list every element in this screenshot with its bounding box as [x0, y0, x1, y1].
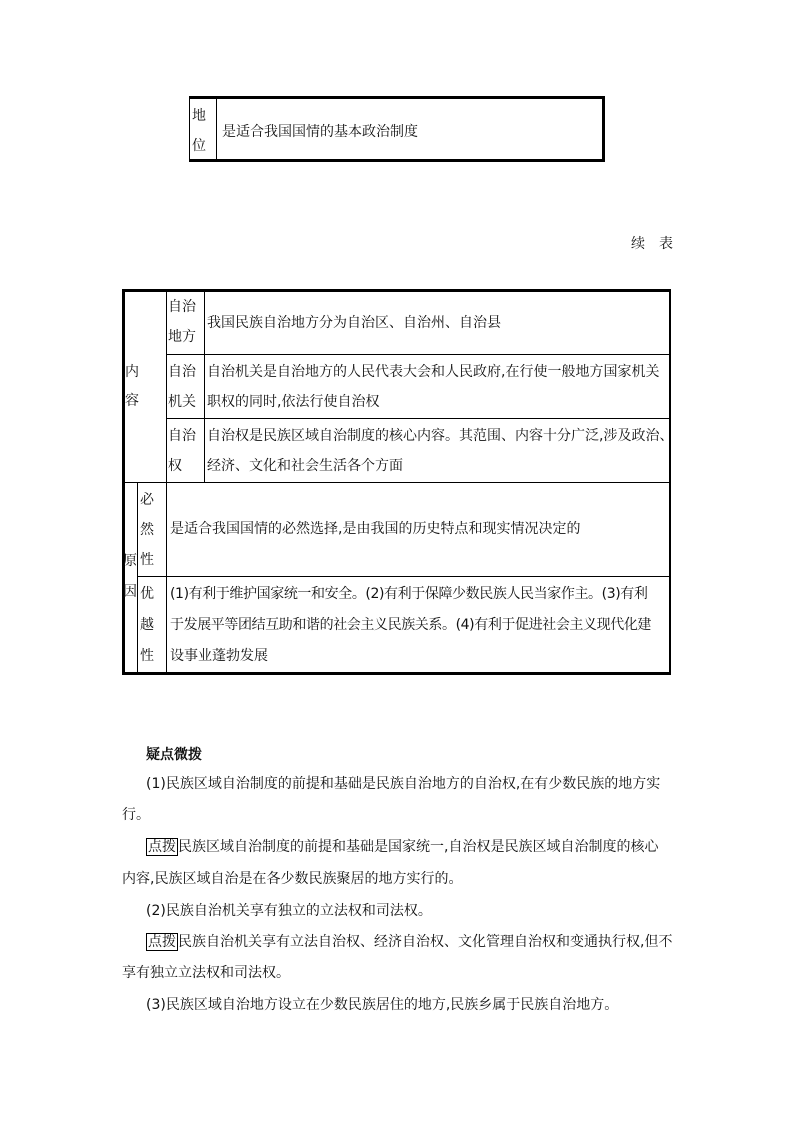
position-label-cell: [190, 99, 217, 159]
divider-h4: [137, 576, 671, 577]
superiority-line1: (1)有利于维护国家统一和安全。(2)有利于保障少数民族人民当家作主。(3)有利: [170, 586, 648, 602]
doubt1-answer-line1: [146, 832, 658, 863]
divider-v2: [204, 289, 205, 482]
row2-text2: 职权的同时,依法行使自治权: [207, 394, 380, 410]
necessity-c3: 性: [140, 552, 154, 568]
tip-label: 点拨: [148, 934, 176, 950]
content-label-1: 内: [125, 364, 139, 380]
content-label-2: 容: [125, 393, 139, 409]
position-label-line2: 位: [192, 138, 206, 154]
tip-label: 点拨: [148, 839, 176, 855]
divider-v4: [166, 482, 167, 675]
superiority-line3: 设事业蓬勃发展: [170, 648, 268, 664]
doubt2-answer-text: 民族自治机关享有立法自治权、经济自治权、文化管理自治权和变通执行权,但不: [178, 934, 673, 950]
necessity-c1: 必: [140, 492, 154, 508]
doubt1-answer-text: 民族区域自治制度的前提和基础是国家统一,自治权是民族区域自治制度的核心: [178, 839, 659, 855]
continued-label: 续表: [631, 236, 687, 252]
main-table: [122, 289, 674, 675]
divider-v1: [166, 289, 167, 482]
divider-v3: [137, 482, 138, 675]
row3-sub2: 权: [168, 458, 182, 474]
doubt2-question-line1: (2)民族自治机关享有独立的立法权和司法权。: [146, 903, 432, 919]
divider-h2: [166, 418, 671, 419]
superiority-c1: 优: [140, 586, 154, 602]
divider-h3: [122, 482, 671, 483]
row1-text: 我国民族自治地方分为自治区、自治州、自治县: [207, 315, 501, 331]
row3-text1: 自治权是民族区域自治制度的核心内容。其范围、内容十分广泛,涉及政治、: [207, 428, 674, 444]
row3-text2: 经济、文化和社会生活各个方面: [207, 458, 403, 474]
row2-sub2: 机关: [168, 394, 196, 410]
position-label-line1: 地: [192, 108, 206, 124]
row2-sub1: 自治: [168, 364, 196, 380]
position-content: 是适合我国国情的基本政治制度: [222, 124, 418, 140]
doubt3-question-line1: (3)民族区域自治地方设立在少数民族居住的地方,民族乡属于民族自治地方。: [146, 997, 619, 1013]
necessity-text: 是适合我国国情的必然选择,是由我国的历史特点和现实情况决定的: [170, 521, 581, 537]
doubts-title: 疑点微拨: [146, 747, 202, 763]
row1-sub1: 自治: [168, 299, 196, 315]
table-border-bottom: [122, 672, 671, 675]
doubt2-answer-line1: [146, 927, 672, 958]
doubt1-question-line2: 行。: [122, 807, 150, 823]
superiority-c3: 性: [140, 648, 154, 664]
row3-sub1: 自治: [168, 428, 196, 444]
row2-text1: 自治机关是自治地方的人民代表大会和人民政府,在行使一般地方国家机关: [207, 364, 660, 380]
reason-label-1: 原: [123, 553, 137, 569]
necessity-c2: 然: [140, 522, 154, 538]
superiority-line2: 于发展平等团结互助和谐的社会主义民族关系。(4)有利于促进社会主义现代化建: [170, 617, 652, 633]
reason-label-2: 因: [123, 584, 137, 600]
doubt1-answer-line2: 内容,民族区域自治是在各少数民族聚居的地方实行的。: [122, 871, 463, 887]
doubt2-answer-line2: 享有独立立法权和司法权。: [122, 965, 290, 981]
divider-h1: [166, 354, 671, 355]
doubt1-question-line1: (1)民族区域自治制度的前提和基础是民族自治地方的自治权,在有少数民族的地方实: [146, 776, 661, 792]
position-table: [189, 96, 605, 162]
row1-sub2: 地方: [168, 329, 196, 345]
superiority-c2: 越: [140, 617, 154, 633]
